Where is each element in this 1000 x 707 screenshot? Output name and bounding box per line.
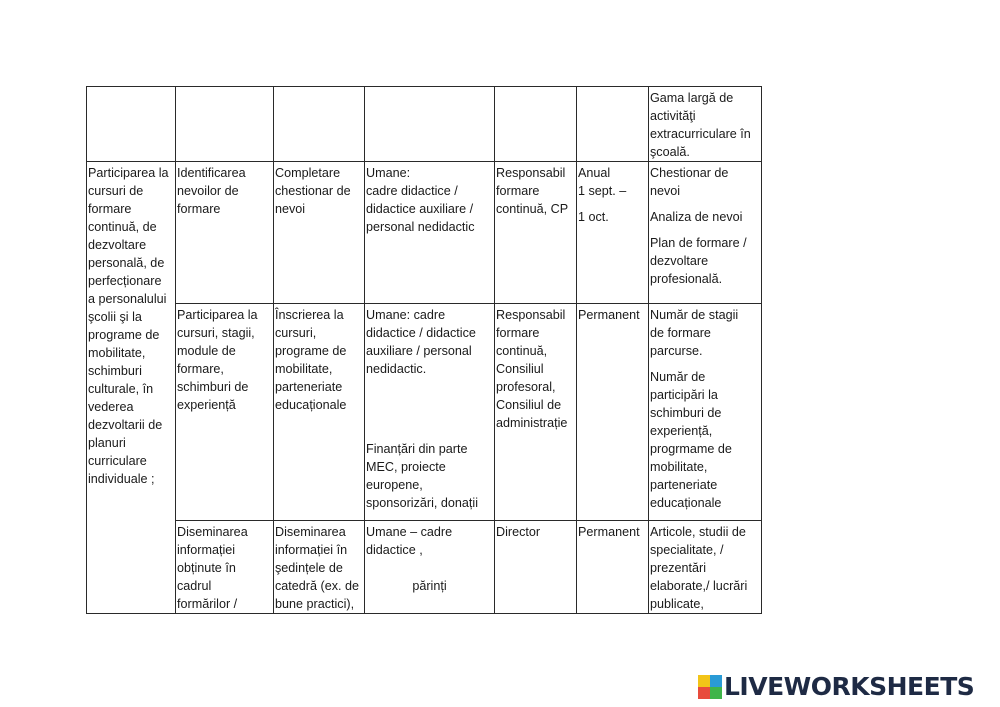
cell-text: programe de — [275, 344, 347, 358]
cell-text: perfecționare — [88, 274, 162, 288]
cell-text: Permanent — [578, 525, 640, 539]
logo-text: LIVEWORKSHEETS — [724, 672, 975, 701]
logo-square — [698, 687, 710, 699]
cell-text: dezvoltare — [88, 238, 147, 252]
cell-text: cursuri de — [88, 184, 144, 198]
cell-text: a personalului — [88, 292, 167, 306]
cell-text: formare — [177, 202, 221, 216]
cell-text: bune practici), — [275, 597, 355, 611]
cell-text: nevoi — [650, 184, 681, 198]
objective-cell — [87, 162, 176, 614]
activity-plan-table — [86, 86, 762, 614]
cell-text: de formare — [650, 326, 711, 340]
cell-text: Consiliul — [496, 362, 544, 376]
cell-text: Completare — [275, 166, 341, 180]
cell-text: şedințele de — [275, 561, 343, 575]
cell-text: auxiliare / personal — [366, 344, 472, 358]
cell-text: Responsabil — [496, 308, 566, 322]
cell-text: experiență, — [650, 424, 713, 438]
cell-text: Plan de formare / — [650, 236, 747, 250]
cell-text: formare, — [177, 362, 224, 376]
table-row — [87, 521, 762, 614]
cell-text: informației în — [275, 543, 348, 557]
cell-text: MEC, proiecte — [366, 460, 446, 474]
cell-text: sponsorizări, donații — [366, 496, 479, 510]
table-cell — [176, 304, 274, 521]
cell-text: 1 oct. — [578, 210, 609, 224]
cell-text: cursuri, — [275, 326, 317, 340]
cell-text: nevoi — [275, 202, 306, 216]
cell-text: programe de — [88, 328, 160, 342]
cell-text: Anual — [578, 166, 611, 180]
cell-text: schimburi — [88, 364, 142, 378]
cell-text: extracurriculare în — [650, 127, 751, 141]
cell-text: mobilitate, — [88, 346, 146, 360]
table-cell — [87, 87, 176, 162]
table-cell — [274, 521, 365, 614]
cell-text: parteneriate — [650, 478, 718, 492]
table-cell — [176, 162, 274, 304]
cell-text: elaborate,/ lucrări — [650, 579, 748, 593]
cell-text: dezvoltarii de — [88, 418, 163, 432]
cell-text: nevoilor de — [177, 184, 239, 198]
cell-text: prezentări — [650, 561, 707, 575]
table-cell — [577, 162, 649, 304]
cell-text: Număr de stagii — [650, 308, 739, 322]
table-cell — [495, 87, 577, 162]
cell-text: didactice auxiliare / — [366, 202, 474, 216]
cell-text: 1 sept. – — [578, 184, 627, 198]
cell-text: personal nedidactic — [366, 220, 475, 234]
cell-text: profesională. — [650, 272, 723, 286]
table-cell — [176, 521, 274, 614]
cell-text: publicate, — [650, 597, 704, 611]
cell-text: Director — [496, 525, 541, 539]
cell-text: profesoral, — [496, 380, 556, 394]
cell-text: chestionar de — [275, 184, 351, 198]
cell-text: didactice / didactice — [366, 326, 476, 340]
table-cell — [365, 162, 495, 304]
cell-text: continuă, — [496, 344, 548, 358]
cell-text: activităţi — [650, 109, 696, 123]
cell-text: educaționale — [650, 496, 722, 510]
cell-text: şcolii şi la — [88, 310, 142, 324]
table-cell — [495, 162, 577, 304]
cell-text: Identificarea — [177, 166, 246, 180]
cell-text: Chestionar de — [650, 166, 729, 180]
cell-text: mobilitate, — [650, 460, 708, 474]
cell-text: vederea — [88, 400, 134, 414]
cell-text: formărilor / — [177, 597, 238, 611]
cell-text: mobilitate, — [275, 362, 333, 376]
cell-text: specialitate, / — [650, 543, 724, 557]
table-cell — [649, 521, 762, 614]
cell-text: curriculare — [88, 454, 147, 468]
cell-text: formare — [496, 184, 540, 198]
cell-text: obținute în — [177, 561, 236, 575]
table-cell — [274, 304, 365, 521]
table-cell — [365, 87, 495, 162]
table-cell — [495, 521, 577, 614]
cell-text: module de — [177, 344, 236, 358]
cell-text: Umane: — [366, 166, 411, 180]
logo-square — [698, 675, 710, 687]
cell-text: Consiliul de — [496, 398, 562, 412]
cell-text: informației — [177, 543, 236, 557]
cell-text: continuă, CP — [496, 202, 569, 216]
table-cell — [649, 87, 762, 162]
cell-text: culturale, în — [88, 382, 154, 396]
cell-text: cadre didactice / — [366, 184, 458, 198]
cell-text: administrație — [496, 416, 568, 430]
cell-text: Responsabil — [496, 166, 566, 180]
cell-text: Diseminarea — [177, 525, 248, 539]
cell-text: Finanțări din parte — [366, 442, 468, 456]
cell-text: educaționale — [275, 398, 347, 412]
logo-square — [710, 675, 722, 687]
table-row — [87, 87, 762, 162]
cell-text: Umane – cadre — [366, 525, 453, 539]
cell-text: Diseminarea — [275, 525, 346, 539]
cell-text: didactice , — [366, 543, 423, 557]
cell-text: europene, — [366, 478, 423, 492]
liveworksheets-logo — [698, 672, 974, 702]
table-cell — [495, 304, 577, 521]
table-row — [87, 304, 762, 521]
cell-text: şcoală. — [650, 145, 690, 159]
table-cell — [365, 521, 495, 614]
cell-text: Participarea la — [177, 308, 258, 322]
table-cell — [577, 521, 649, 614]
cell-text: progrmame de — [650, 442, 732, 456]
table-cell — [274, 162, 365, 304]
table-cell — [577, 304, 649, 521]
table-cell — [365, 304, 495, 521]
cell-text: planuri — [88, 436, 126, 450]
cell-text: Gama largă de — [650, 91, 734, 105]
table-cell — [649, 162, 762, 304]
cell-text: formare — [496, 326, 540, 340]
cell-text: părinți — [412, 579, 447, 593]
cell-text: Număr de — [650, 370, 706, 384]
cell-text: participări la — [650, 388, 718, 402]
cell-text: Articole, studii de — [650, 525, 746, 539]
cell-text: Înscrierea la — [275, 308, 344, 322]
table-cell — [274, 87, 365, 162]
table-cell — [176, 87, 274, 162]
table-cell — [649, 304, 762, 521]
cell-text: schimburi de — [650, 406, 722, 420]
cell-text: cadrul — [177, 579, 212, 593]
cell-text: formare — [88, 202, 132, 216]
cell-text: catedră (ex. de — [275, 579, 360, 593]
cell-text: parteneriate — [275, 380, 343, 394]
cell-text: schimburi de — [177, 380, 249, 394]
cell-text: Umane: cadre — [366, 308, 446, 322]
cell-text: cursuri, stagii, — [177, 326, 255, 340]
cell-text: experiență — [177, 398, 236, 412]
logo-mark-icon — [698, 675, 722, 699]
cell-text: parcurse. — [650, 344, 703, 358]
cell-text: individuale ; — [88, 472, 155, 486]
cell-text: Permanent — [578, 308, 640, 322]
cell-text: nedidactic. — [366, 362, 427, 376]
logo-square — [710, 687, 722, 699]
table-row — [87, 162, 762, 304]
cell-text: continuă, de — [88, 220, 157, 234]
cell-text: Participarea la — [88, 166, 169, 180]
table-cell — [577, 87, 649, 162]
cell-text: Analiza de nevoi — [650, 210, 743, 224]
cell-text: dezvoltare — [650, 254, 709, 268]
cell-text: personală, de — [88, 256, 165, 270]
